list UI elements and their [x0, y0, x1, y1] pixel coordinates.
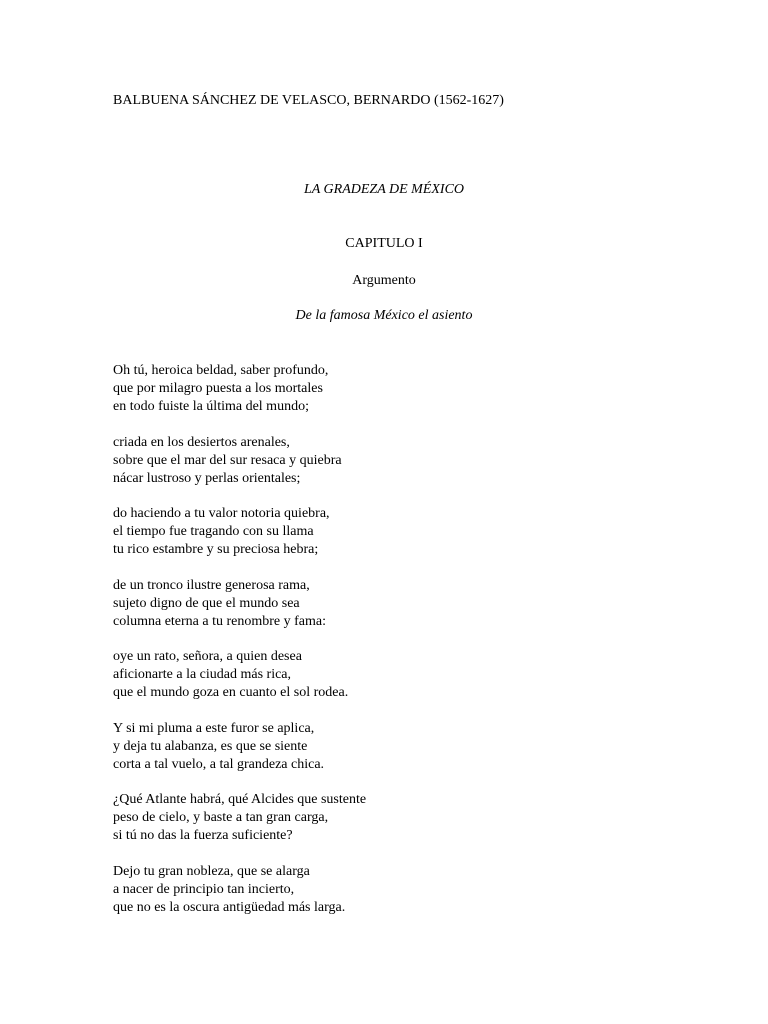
poem-line: si tú no das la fuerza suficiente? [113, 828, 293, 843]
poem-line: Dejo tu gran nobleza, que se alarga [113, 863, 310, 879]
poem-line: el tiempo fue tragando con su llama [113, 524, 314, 539]
poem-line: Y si mi pluma a este furor se aplica, [113, 720, 315, 736]
poem-line: sujeto digno de que el mundo sea [113, 595, 300, 611]
poem-line: nácar lustroso y perlas orientales; [113, 470, 301, 486]
poem-line: tu rico estambre y su preciosa hebra; [113, 542, 319, 557]
poem-line: ¿Qué Atlante habrá, qué Alcides que sustente [113, 792, 367, 807]
stanza [113, 362, 366, 416]
stanza [113, 720, 366, 774]
author-heading: BALBUENA SÁNCHEZ DE VELASCO, BERNARDO (1562-1627) [113, 93, 504, 108]
stanza [113, 434, 366, 488]
argument-text: De la famosa México el asiento [295, 308, 473, 323]
poem-line: y deja tu alabanza, es que se siente [113, 738, 308, 754]
poem-line: columna eterna a tu renombre y fama: [113, 613, 327, 629]
stanza [113, 577, 366, 631]
poem-line: que no es la oscura antigüedad más larga. [113, 899, 346, 915]
work-title: LA GRADEZA DE MÉXICO [303, 182, 465, 197]
poem-line: que por milagro puesta a los mortales [113, 381, 323, 396]
poem-line: corta a tal vuelo, a tal grandeza chica. [113, 756, 325, 772]
poem-line: peso de cielo, y baste a tan gran carga, [113, 810, 329, 825]
stanza [113, 791, 366, 845]
poem-line: de un tronco ilustre generosa rama, [113, 577, 310, 593]
poem-line: criada en los desiertos arenales, [113, 434, 290, 450]
chapter-heading: CAPITULO I [345, 236, 423, 251]
poem-line: a nacer de principio tan incierto, [113, 881, 295, 897]
poem-line: sobre que el mar del sur resaca y quiebra [113, 452, 342, 468]
poem-line: oye un rato, señora, a quien desea [113, 649, 302, 664]
stanza [113, 505, 366, 559]
poem-line: do haciendo a tu valor notoria quiebra, [113, 506, 330, 521]
poem-line: aficionarte a la ciudad más rica, [113, 667, 292, 682]
poem-body [113, 362, 366, 934]
poem-line: que el mundo goza en cuanto el sol rodea. [113, 685, 349, 700]
poem-line: Oh tú, heroica beldad, saber profundo, [113, 363, 329, 378]
stanza [113, 648, 366, 702]
stanza [113, 863, 366, 917]
poem-line: en todo fuiste la última del mundo; [113, 399, 309, 414]
argument-label: Argumento [352, 273, 416, 288]
